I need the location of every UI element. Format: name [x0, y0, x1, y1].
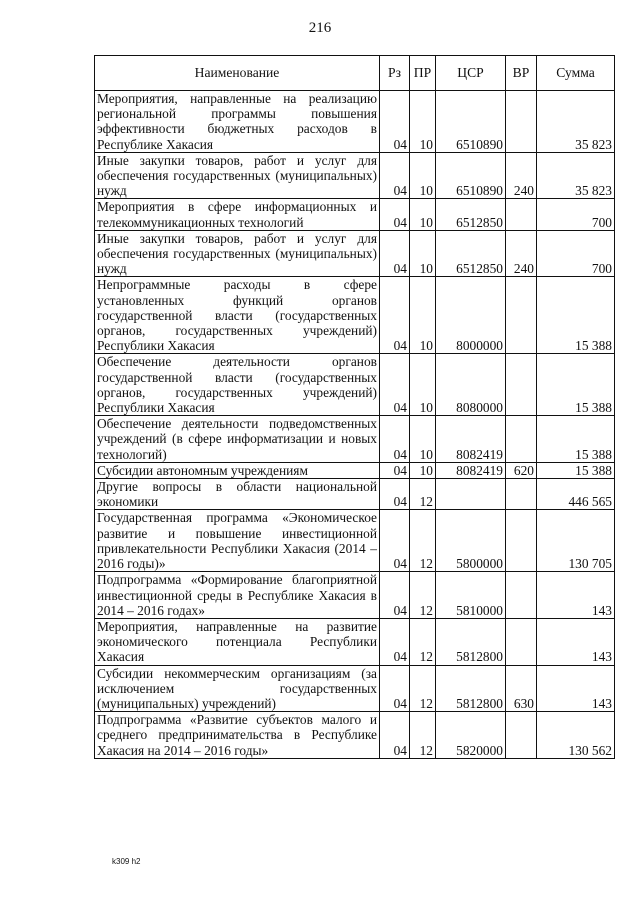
table-row — [95, 572, 615, 619]
table-row — [95, 277, 615, 354]
row-sum: 143 — [537, 618, 615, 665]
row-sum: 143 — [537, 665, 615, 712]
header-rz: Рз — [380, 56, 410, 91]
row-vr — [506, 510, 537, 572]
row-sum: 15 388 — [537, 416, 615, 463]
row-pr: 10 — [410, 199, 436, 230]
row-csr — [436, 479, 506, 510]
table-row — [95, 510, 615, 572]
row-vr — [506, 712, 537, 759]
table-row — [95, 665, 615, 712]
row-pr: 12 — [410, 665, 436, 712]
row-sum: 143 — [537, 572, 615, 619]
table-row — [95, 618, 615, 665]
table-row — [95, 712, 615, 759]
row-name: Мероприятия, направленные на развитие экономического потенциала Республики Хакасия — [95, 618, 380, 665]
row-sum: 130 562 — [537, 712, 615, 759]
row-name: Подпрограмма «Формирование благоприятной инвестиционной среды в Республике Хакасия в 2014 – 2016 годах» — [95, 572, 380, 619]
row-name: Подпрограмма «Развитие субъектов малого и среднего предпринимательства в Республике Хакасия на 2014 – 2016 годы» — [95, 712, 380, 759]
page-number: 216 — [308, 20, 332, 36]
row-sum: 15 388 — [537, 354, 615, 416]
row-sum: 700 — [537, 230, 615, 277]
row-csr: 5820000 — [436, 712, 506, 759]
row-pr: 12 — [410, 712, 436, 759]
row-name: Субсидии автономным учреждениям — [95, 462, 380, 478]
row-pr: 10 — [410, 152, 436, 199]
table-row — [95, 354, 615, 416]
row-sum: 15 388 — [537, 277, 615, 354]
row-rz: 04 — [380, 230, 410, 277]
row-csr: 6510890 — [436, 91, 506, 153]
row-rz: 04 — [380, 462, 410, 478]
row-pr: 10 — [410, 354, 436, 416]
table-row — [95, 152, 615, 199]
table-header-row — [95, 56, 615, 91]
table-row — [95, 91, 615, 153]
row-name: Обеспечение деятельности подведомственных учреждений (в сфере информатизации и новых технологий) — [95, 416, 380, 463]
row-csr: 5800000 — [436, 510, 506, 572]
row-vr: 240 — [506, 152, 537, 199]
row-rz: 04 — [380, 618, 410, 665]
row-rz: 04 — [380, 416, 410, 463]
row-name: Иные закупки товаров, работ и услуг для обеспечения государственных (муниципальных) нужд — [95, 152, 380, 199]
row-name: Мероприятия в сфере информационных и телекоммуникационных технологий — [95, 199, 380, 230]
table-row — [95, 462, 615, 478]
row-name: Иные закупки товаров, работ и услуг для обеспечения государственных (муниципальных) нужд — [95, 230, 380, 277]
row-rz: 04 — [380, 199, 410, 230]
header-name: Наименование — [95, 56, 380, 91]
row-name: Другие вопросы в области национальной экономики — [95, 479, 380, 510]
row-name: Субсидии некоммерческим организациям (за исключением государственных (муниципальных) учреждений) — [95, 665, 380, 712]
row-csr: 6510890 — [436, 152, 506, 199]
table-row — [95, 199, 615, 230]
table-row — [95, 230, 615, 277]
row-rz: 04 — [380, 277, 410, 354]
table-row — [95, 479, 615, 510]
row-rz: 04 — [380, 510, 410, 572]
row-csr: 5810000 — [436, 572, 506, 619]
row-vr — [506, 354, 537, 416]
header-vr: ВР — [506, 56, 537, 91]
row-vr — [506, 277, 537, 354]
footer-code: k309 h2 — [112, 857, 141, 866]
row-pr: 10 — [410, 230, 436, 277]
row-rz: 04 — [380, 354, 410, 416]
row-name: Государственная программа «Экономическое развитие и повышение инвестиционной привлекательности Республики Хакасия (2014 – 2016 годы)» — [95, 510, 380, 572]
row-rz: 04 — [380, 479, 410, 510]
row-name: Мероприятия, направленные на реализацию региональной программы повышения эффективности бюджетных расходов в Республике Хакасия — [95, 91, 380, 153]
row-pr: 12 — [410, 572, 436, 619]
table-row — [95, 416, 615, 463]
header-pr: ПР — [410, 56, 436, 91]
row-pr: 10 — [410, 91, 436, 153]
row-vr — [506, 199, 537, 230]
row-name: Обеспечение деятельности органов государственной власти (государственных органов, государственных учреждений) Республики Хакасия — [95, 354, 380, 416]
row-pr: 12 — [410, 618, 436, 665]
row-vr: 620 — [506, 462, 537, 478]
row-rz: 04 — [380, 665, 410, 712]
row-pr: 10 — [410, 416, 436, 463]
row-pr: 10 — [410, 277, 436, 354]
row-csr: 8082419 — [436, 416, 506, 463]
row-csr: 6512850 — [436, 230, 506, 277]
row-name: Непрограммные расходы в сфере установленных функций органов государственной власти (государственных органов, государственных учреждений) Республики Хакасия — [95, 277, 380, 354]
row-vr — [506, 91, 537, 153]
row-sum: 130 705 — [537, 510, 615, 572]
row-pr: 10 — [410, 462, 436, 478]
row-vr — [506, 618, 537, 665]
row-pr: 12 — [410, 479, 436, 510]
row-rz: 04 — [380, 712, 410, 759]
header-csr: ЦСР — [436, 56, 506, 91]
row-csr: 8080000 — [436, 354, 506, 416]
row-rz: 04 — [380, 91, 410, 153]
row-sum: 700 — [537, 199, 615, 230]
row-vr — [506, 479, 537, 510]
row-csr: 5812800 — [436, 618, 506, 665]
row-csr: 8082419 — [436, 462, 506, 478]
row-csr: 8000000 — [436, 277, 506, 354]
budget-table — [94, 55, 615, 759]
row-sum: 15 388 — [537, 462, 615, 478]
row-vr — [506, 572, 537, 619]
row-vr: 630 — [506, 665, 537, 712]
row-sum: 35 823 — [537, 152, 615, 199]
row-csr: 6512850 — [436, 199, 506, 230]
row-rz: 04 — [380, 152, 410, 199]
row-csr: 5812800 — [436, 665, 506, 712]
row-pr: 12 — [410, 510, 436, 572]
row-sum: 446 565 — [537, 479, 615, 510]
row-vr: 240 — [506, 230, 537, 277]
row-rz: 04 — [380, 572, 410, 619]
row-sum: 35 823 — [537, 91, 615, 153]
header-sum: Сумма — [537, 56, 615, 91]
row-vr — [506, 416, 537, 463]
